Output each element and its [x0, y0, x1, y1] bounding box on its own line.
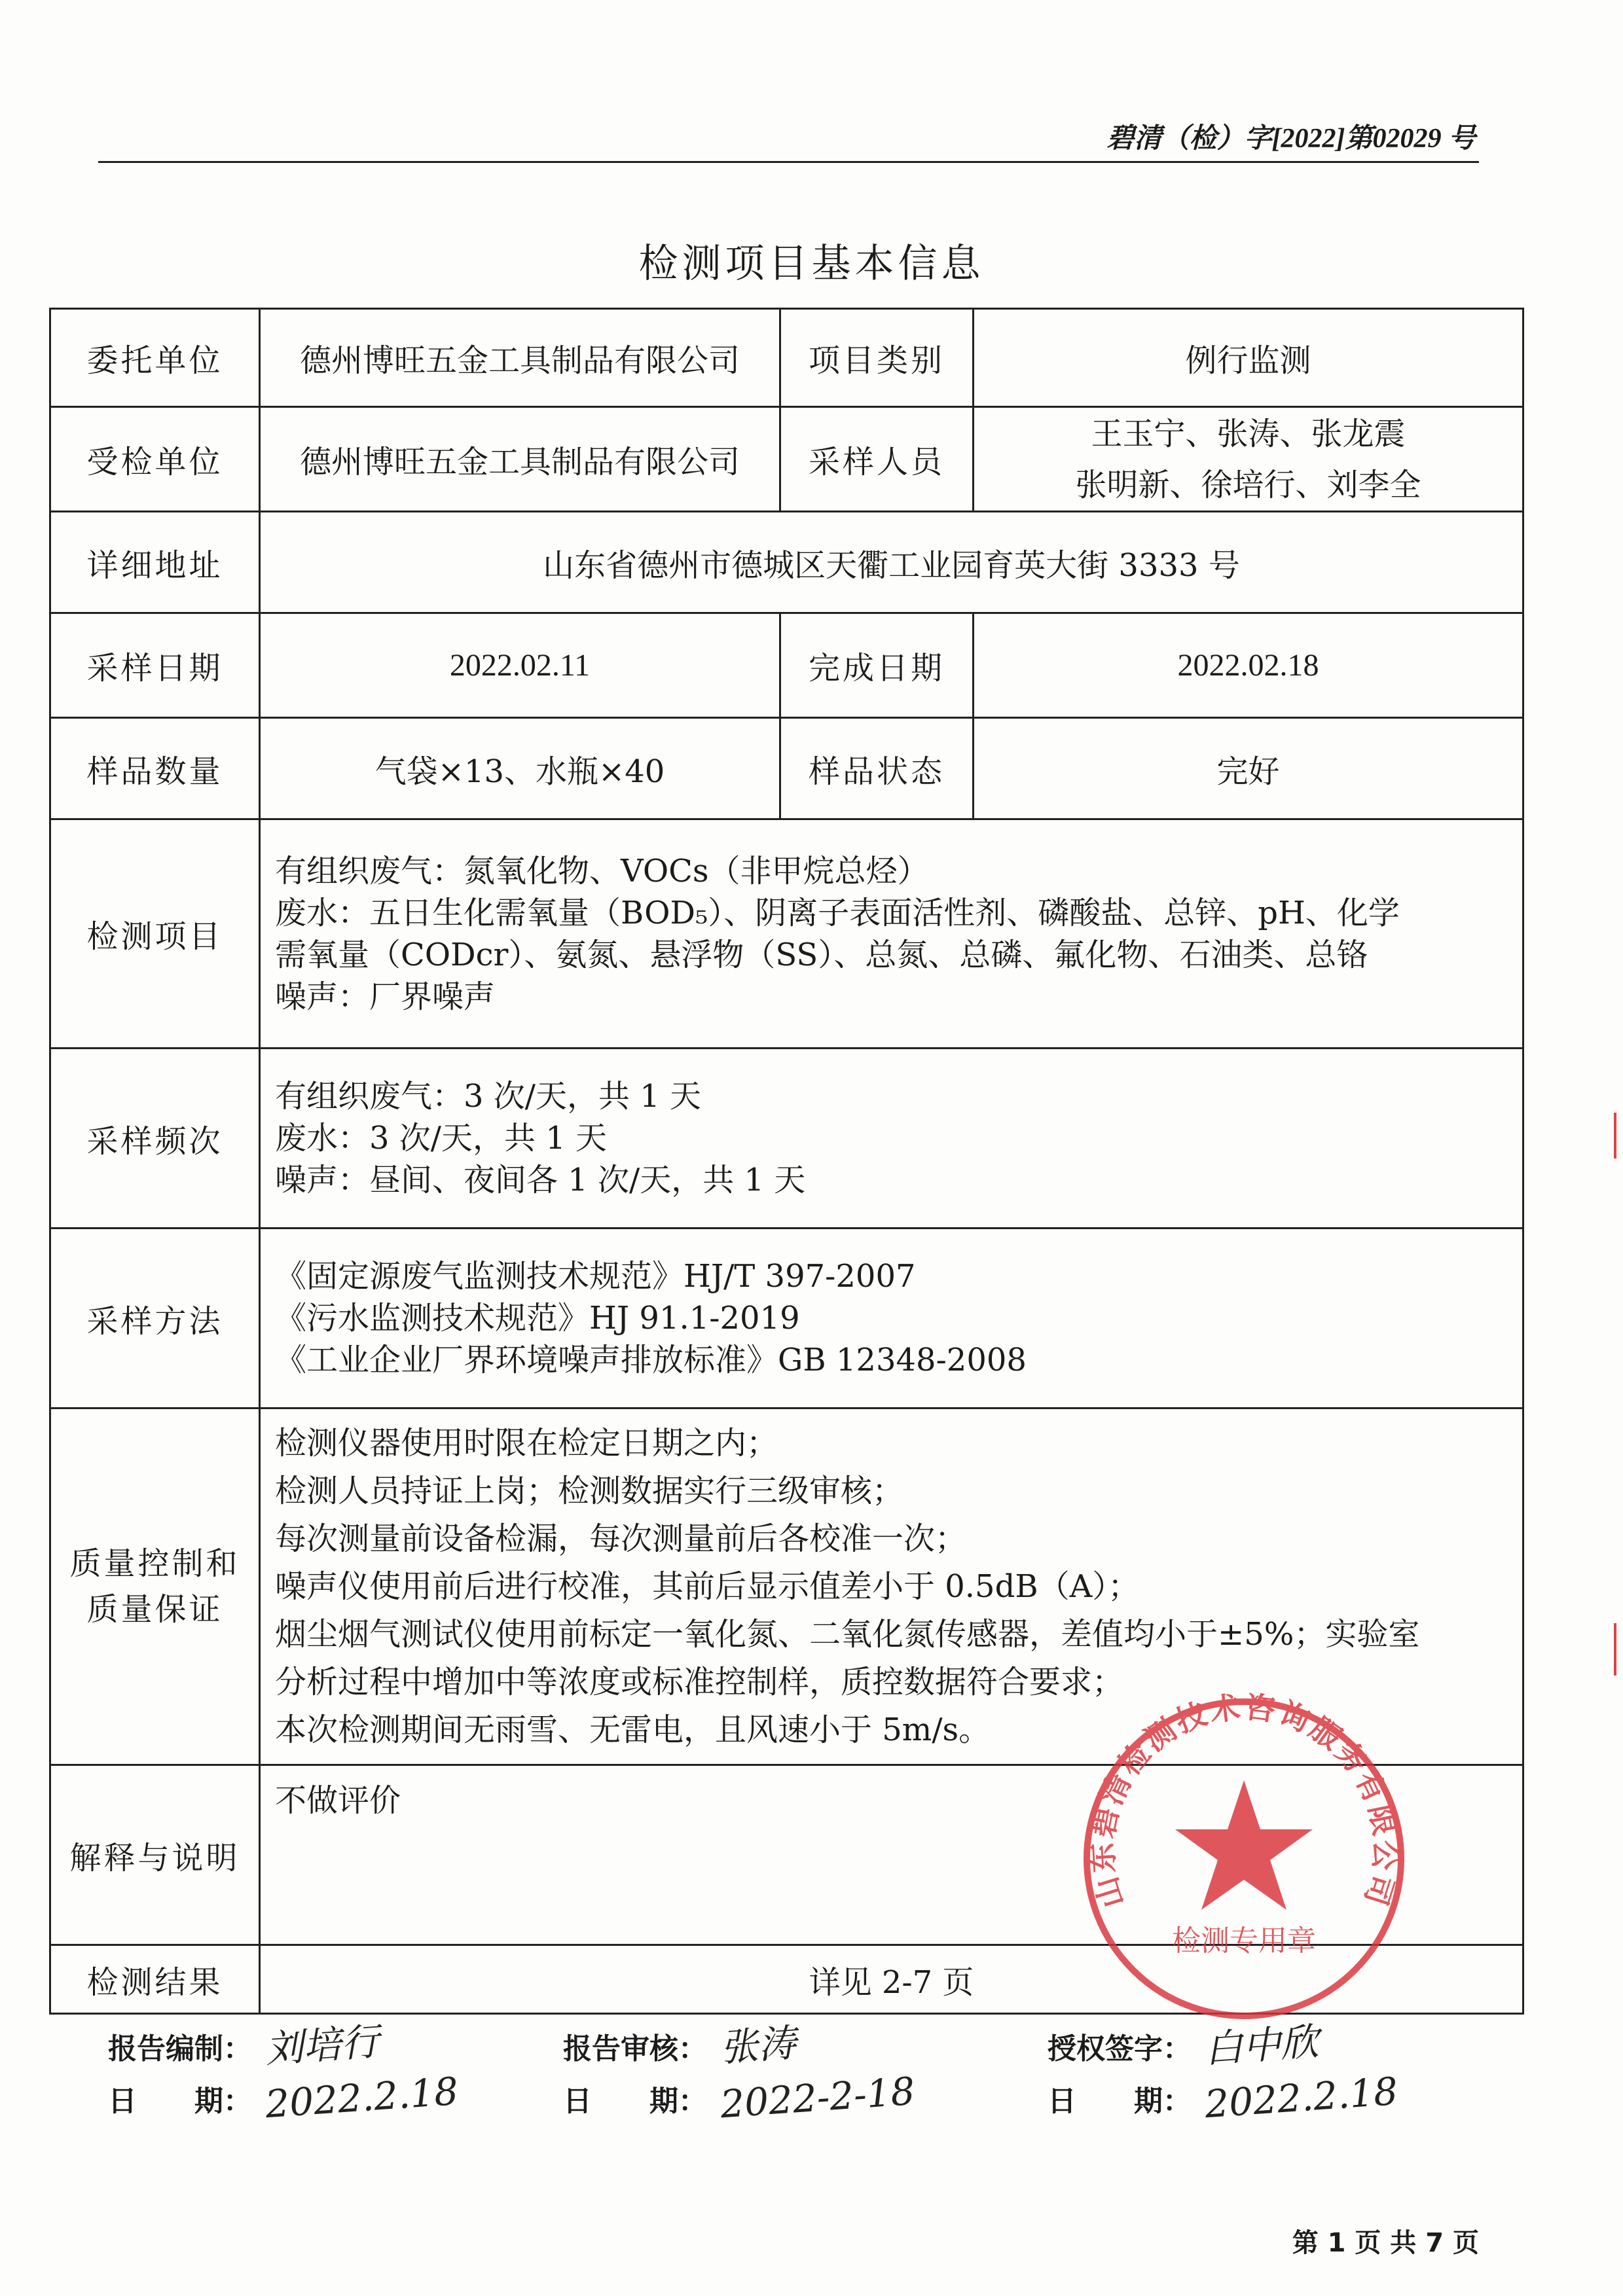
seal-center-text: 检测专用章 [1172, 1924, 1316, 1958]
sampler-line: 张明新、徐培行、刘李全 [1075, 466, 1421, 503]
table-row [50, 309, 1523, 407]
qc-label-line: 质量控制和 [69, 1545, 240, 1582]
category-value: 例行监测 [974, 309, 1523, 407]
frequency-label: 采样频次 [50, 1049, 260, 1229]
sample-date-value: 2022.02.11 [260, 613, 780, 718]
table-row [50, 407, 1523, 512]
qc-line: 分析过程中增加中等浓度或标准控制样，质控数据符合要求； [275, 1663, 1124, 1700]
client-label: 委托单位 [50, 309, 260, 407]
edge-mark [1614, 1623, 1616, 1676]
qc-line: 烟尘烟气测试仪使用前标定一氧化氮、二氧化氮传感器，差值均小于±5%；实验室 [275, 1615, 1420, 1653]
result-label: 检测结果 [50, 1945, 260, 2014]
compile-label: 报告编制： [108, 2032, 252, 2066]
qc-label [50, 1408, 260, 1765]
signature-block [98, 2019, 1479, 2150]
qc-line: 噪声仪使用前后进行校准，其前后显示值差小于 0.5dB（A）； [275, 1568, 1140, 1605]
items-line: 需氧量（CODcr）、氨氮、悬浮物（SS）、总氮、总磷、氟化物、石油类、总铬 [275, 936, 1368, 973]
page-number: 第 1 页 共 7 页 [1292, 2228, 1479, 2258]
qc-line: 本次检测期间无雨雪、无雷电，且风速小于 5m/s。 [275, 1711, 991, 1748]
review-date-label: 日 期： [563, 2085, 707, 2118]
auth-date-label: 日 期： [1048, 2085, 1192, 2118]
official-seal [1074, 1689, 1414, 2029]
items-label: 检测项目 [50, 819, 260, 1049]
review-signature [563, 2019, 917, 2127]
table-row [50, 819, 1523, 1049]
page-title: 检测项目基本信息 [638, 241, 985, 287]
address-value: 山东省德州市德城区天衢工业园育英大街 3333 号 [260, 512, 1523, 613]
sample-qty-label: 样品数量 [50, 718, 260, 819]
result-value: 详见 2-7 页 [260, 1945, 1523, 2014]
auth-label: 授权签字： [1048, 2032, 1192, 2066]
table-row [50, 512, 1523, 613]
sampler-value [974, 407, 1523, 512]
inspected-label: 受检单位 [50, 407, 260, 512]
compile-date-label: 日 期： [108, 2085, 252, 2118]
frequency-value [260, 1049, 1523, 1229]
qc-line: 检测仪器使用时限在检定日期之内； [275, 1424, 778, 1462]
report-reference-number: 碧清（检）字[2022]第02029 号 [1106, 124, 1476, 154]
method-label: 采样方法 [50, 1229, 260, 1408]
items-line: 有组织废气：氮氧化物、VOCs（非甲烷总烃） [275, 852, 929, 889]
inspected-value: 德州博旺五金工具制品有限公司 [260, 407, 780, 512]
sampler-line: 王玉宁、张涛、张龙震 [1091, 415, 1406, 452]
frequency-line: 噪声：昼间、夜间各 1 次/天，共 1 天 [275, 1162, 806, 1198]
method-line: 《工业企业厂界环境噪声排放标准》GB 12348-2008 [275, 1342, 1027, 1378]
qc-label-line: 质量保证 [86, 1591, 223, 1628]
review-label: 报告审核： [563, 2032, 707, 2066]
sample-state-label: 样品状态 [780, 718, 974, 819]
method-line: 《固定源废气监测技术规范》HJ/T 397-2007 [275, 1258, 916, 1295]
complete-date-value: 2022.02.18 [974, 613, 1523, 718]
note-value: 不做评价 [260, 1765, 1523, 1945]
items-line: 噪声：厂界噪声 [275, 978, 496, 1015]
sample-qty-value: 气袋×13、水瓶×40 [260, 718, 780, 819]
address-label: 详细地址 [50, 512, 260, 613]
frequency-line: 有组织废气：3 次/天，共 1 天 [275, 1078, 702, 1115]
sample-date-label: 采样日期 [50, 613, 260, 718]
table-row [50, 1049, 1523, 1229]
items-value [260, 819, 1523, 1049]
review-date-handwriting: 2022-2-18 [718, 2068, 917, 2127]
compile-signature [108, 2019, 460, 2127]
table-row [50, 1229, 1523, 1408]
auth-signature [1048, 2019, 1400, 2127]
sampler-label: 采样人员 [780, 407, 974, 512]
sample-state-value: 完好 [974, 718, 1523, 819]
items-line: 废水：五日生化需氧量（BOD₅）、阴离子表面活性剂、磷酸盐、总锌、pH、化学 [275, 894, 1400, 931]
compile-signature-handwriting: 刘培行 [263, 2019, 381, 2072]
compile-date-handwriting: 2022.2.18 [263, 2068, 460, 2127]
category-label: 项目类别 [780, 309, 974, 407]
method-line: 《污水监测技术规范》HJ 91.1-2019 [275, 1300, 800, 1336]
seal-ring-text: 山东碧清检测技术咨询服务有限公司 [1084, 1689, 1404, 1912]
frequency-line: 废水：3 次/天，共 1 天 [275, 1120, 608, 1157]
complete-date-label: 完成日期 [780, 613, 974, 718]
auth-date-handwriting: 2022.2.18 [1203, 2068, 1400, 2127]
header-divider [98, 161, 1479, 163]
seal-star-icon [1175, 1780, 1313, 1910]
table-row [50, 613, 1523, 718]
qc-line: 每次测量前设备检漏，每次测量前后各校准一次； [275, 1520, 967, 1557]
qc-line: 检测人员持证上岗；检测数据实行三级审核； [275, 1472, 904, 1509]
auth-signature-handwriting: 白中欣 [1203, 2019, 1321, 2072]
method-value [260, 1229, 1523, 1408]
table-row [50, 718, 1523, 819]
note-label: 解释与说明 [50, 1765, 260, 1945]
edge-mark [1614, 1113, 1616, 1158]
client-value: 德州博旺五金工具制品有限公司 [260, 309, 780, 407]
review-signature-handwriting: 张涛 [718, 2020, 798, 2070]
